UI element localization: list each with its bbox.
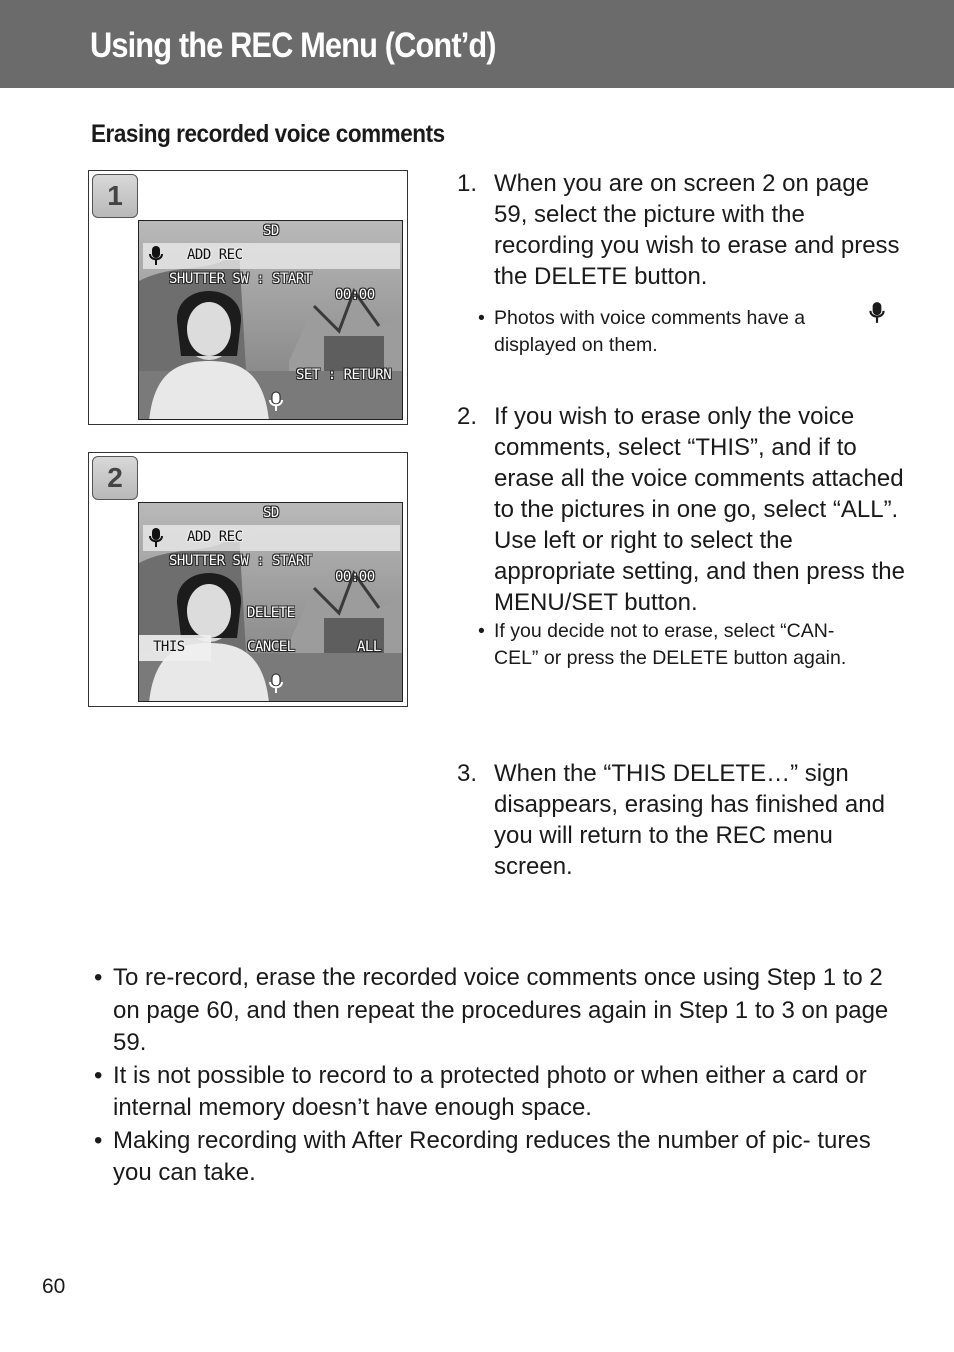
set-return-label: SET : RETURN: [296, 367, 392, 383]
note-line-2: displayed on them.: [494, 334, 658, 356]
step-text: If you wish to erase only the voice comments, select “THIS”, and if to erase all the voice comments attached to the pictures in one go, select “ALL”. Use left or right to select the appropriate setting, and then press the MENU/SET button.: [494, 403, 905, 616]
note-line-2: CEL” or press the DELETE button again.: [494, 647, 847, 669]
time-counter: 00:00: [335, 569, 375, 585]
note-text: To re-record, erase the recorded voice comments once using Step 1 to 2 on page 60, and then repeat the procedures again in Step 1 to 3 on page 59.: [113, 964, 889, 1056]
option-cancel: CANCEL: [247, 639, 295, 655]
option-all: ALL: [357, 639, 381, 655]
note-line-1: If you decide not to erase, select “CAN-: [494, 620, 835, 642]
step-badge-2: 2: [92, 456, 138, 500]
note-item: [94, 1060, 914, 1125]
section-title: Erasing recorded voice comments: [91, 120, 445, 148]
step-2: [457, 401, 917, 621]
time-counter: 00:00: [335, 287, 375, 303]
menu-label: ADD REC: [187, 529, 243, 545]
step-3: [457, 758, 917, 888]
rec-menu-strip: [143, 525, 400, 551]
bullet-dot: •: [94, 964, 103, 991]
microphone-icon: [148, 527, 164, 549]
bullet-dot: •: [478, 620, 485, 642]
step-number: 2.: [457, 403, 478, 430]
note-line-1: Photos with voice comments have a: [494, 307, 806, 329]
step-1: [457, 168, 917, 298]
note-item: [94, 1125, 914, 1190]
note-item: [94, 962, 914, 1060]
menu-label: ADD REC: [187, 247, 243, 263]
bullet-dot: •: [94, 1061, 103, 1089]
page-number: 60: [42, 1275, 66, 1298]
shutter-hint: SHUTTER SW : START: [169, 271, 312, 287]
step-number: 1.: [457, 170, 478, 197]
figure-step-1: [88, 170, 408, 425]
bullet-dot: •: [94, 1126, 103, 1154]
header-bar: [0, 0, 954, 88]
step-number: 3.: [457, 760, 478, 787]
step-2-note: [478, 618, 918, 674]
rec-menu-strip: [143, 243, 400, 269]
option-this: THIS: [153, 639, 185, 655]
voice-comment-icon: [868, 301, 886, 325]
page-title: Using the REC Menu (Cont’d): [90, 26, 496, 65]
voice-comment-icon: [268, 391, 284, 413]
camera-screen-2: [138, 502, 403, 702]
note-text: Making recording with After Recording reduces the number of pic- tures you can take.: [113, 1126, 871, 1186]
step-badge-1: 1: [92, 174, 138, 218]
notes-list: [94, 962, 914, 1190]
voice-comment-icon: [268, 673, 284, 695]
note-text: It is not possible to record to a protected photo or when either a card or internal memory doesn’t have enough space.: [113, 1061, 867, 1121]
bullet-dot: •: [478, 307, 485, 329]
step-text: When the “THIS DELETE…” sign disappears, erasing has finished and you will return to the REC menu screen.: [494, 760, 885, 880]
media-indicator: SD: [263, 505, 279, 521]
microphone-icon: [148, 245, 164, 267]
step-1-note: [478, 305, 918, 361]
delete-prompt: DELETE: [247, 605, 295, 621]
camera-screen-1: [138, 220, 403, 420]
shutter-hint: SHUTTER SW : START: [169, 553, 312, 569]
step-text: When you are on screen 2 on page 59, select the picture with the recording you wish to erase and press the DELETE button.: [494, 170, 900, 290]
media-indicator: SD: [263, 223, 279, 239]
figure-step-2: [88, 452, 408, 707]
